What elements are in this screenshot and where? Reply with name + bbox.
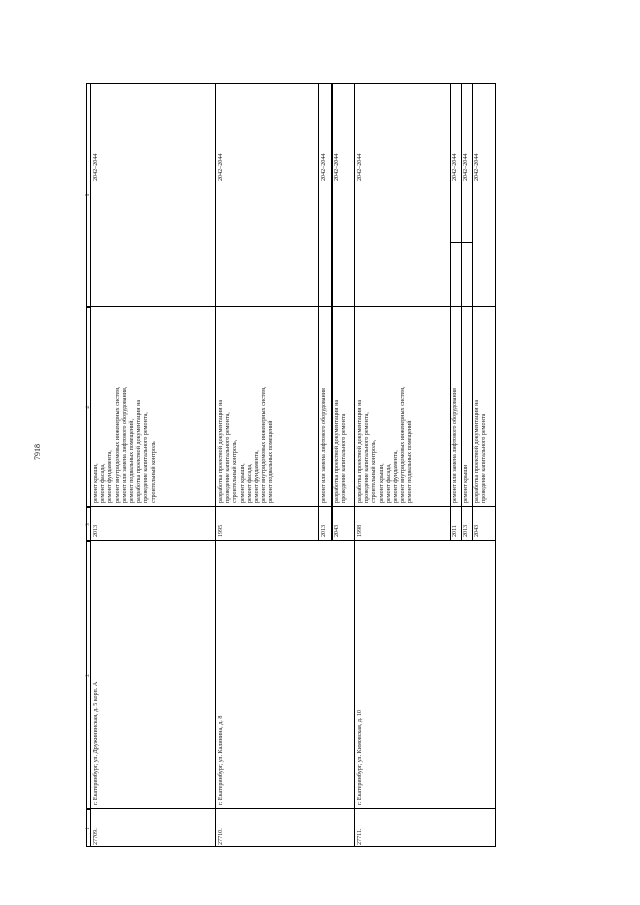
row-address: г. Екатеринбург, ул. Калинина, д. 8 — [218, 715, 224, 805]
row-period: 2042–2044 — [474, 153, 480, 181]
header-col-1: 1 — [86, 809, 91, 847]
subrow-sep — [332, 83, 333, 541]
row-works: ремонт или замена лифтового оборудования — [321, 388, 327, 503]
subrow-sep — [461, 83, 462, 541]
row-works: ремонт крыши — [463, 464, 469, 503]
row-year: 1995 — [218, 524, 224, 537]
page-number: 7918 — [33, 444, 42, 460]
header-col-5: 5 — [86, 83, 91, 307]
row-works: разработка проектной документации на проведение капитального ремонта — [334, 399, 348, 503]
row-address: г. Екатеринбург, ул. Дружининская, д. 5 корп. А — [93, 681, 99, 805]
row-year: 2043 — [334, 524, 340, 537]
row-period: 2042–2044 — [452, 153, 458, 181]
row-sep — [354, 83, 355, 847]
row-year: 2011 — [452, 525, 458, 537]
row-period: 2042–2044 — [463, 153, 469, 181]
row-works: разработка проектной документации на проведение капитального ремонта, строительный контроль, ремонт крыши, ремонт фасада, ремонт фундамента, ремонт внутридомовых инженерных систем, ремонт подвальных помещений — [218, 386, 275, 503]
row-works: разработка проектной документации на проведение капитального ремонта, строительный контроль, ремонт крыши, ремонт фасада, ремонт фундамента, ремонт внутридомовых инженерных систем, ремонт подвальных помещений — [357, 386, 414, 503]
row-works: ремонт или замена лифтового оборудования — [452, 388, 458, 503]
row-number: 27709. — [93, 828, 99, 845]
subrow-sep — [450, 83, 451, 541]
row-year: 2043 — [474, 524, 480, 537]
subrow-sep — [472, 83, 473, 541]
row-number: 27710. — [218, 828, 224, 845]
row-period: 2042–2044 — [357, 153, 363, 181]
row-period: 2042–2044 — [93, 153, 99, 181]
rotated-table — [86, 83, 496, 847]
row-year: 2013 — [93, 524, 99, 537]
col-sep — [86, 506, 496, 507]
header-col-2: 2 — [86, 541, 91, 809]
subrow-sep — [318, 83, 319, 541]
row-year: 1998 — [357, 524, 363, 537]
header-col-3: 3 — [86, 507, 91, 541]
row-works: ремонт крыши, ремонт фасада, ремонт фундамента, ремонт внутридомовых инженерных систем, ремонт или замена лифтового оборудования, ремонт подвальных помещений, разработка проектной документации на проведение капитального ремонта, строительный контроль — [93, 386, 157, 503]
row-period: 2042–2044 — [218, 153, 224, 181]
col-sep — [86, 808, 496, 809]
row-period: 2042–2044 — [334, 153, 340, 181]
row-year: 2013 — [463, 524, 469, 537]
row-works: разработка проектной документации на проведение капитального ремонта — [474, 399, 488, 503]
row-period: 2042–2044 — [321, 153, 327, 181]
row-address: г. Екатеринбург, ул. Кимовская, д. 10 — [357, 709, 363, 805]
row-sep — [215, 83, 216, 847]
col-sep-short — [450, 242, 472, 243]
row-number: 27711. — [357, 828, 363, 845]
col-sep — [86, 540, 496, 541]
row-year: 2013 — [321, 524, 327, 537]
header-col-4: 4 — [86, 307, 91, 507]
col-sep — [86, 306, 496, 307]
